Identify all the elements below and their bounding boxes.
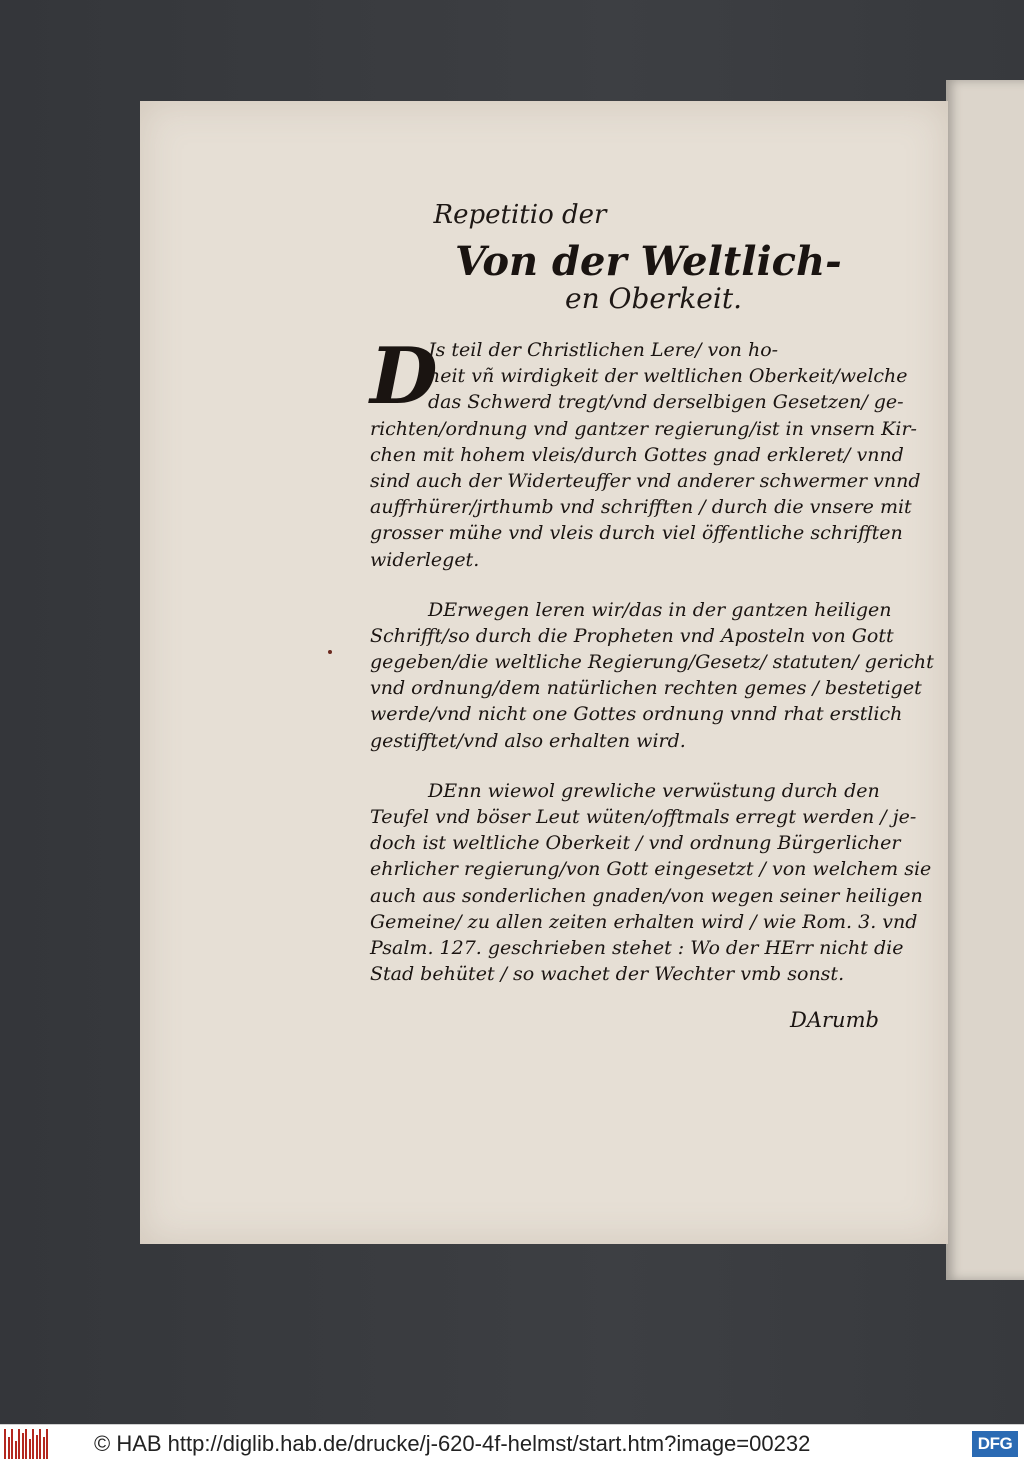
text-line: auch aus sonderlichen gnaden/von wegen seiner heiligen xyxy=(370,884,923,907)
margin-mark xyxy=(328,650,332,654)
text-line: doch ist weltliche Oberkeit / vnd ordnung Bürgerlicher xyxy=(370,832,901,855)
text-line: Gemeine/ zu allen zeiten erhalten wird / wie Rom. 3. vnd xyxy=(370,910,918,933)
page-body xyxy=(370,331,934,987)
title-line-3: en Oberkeit. xyxy=(565,282,742,315)
title-line-2: Von der Weltlich- xyxy=(455,238,842,285)
drop-cap: D xyxy=(370,331,438,422)
text-line: DErwegen leren wir/das in der gantzen heiligen xyxy=(428,598,892,621)
footer-url[interactable]: © HAB http://diglib.hab.de/drucke/j-620-4f-helmst/start.htm?image=00232 xyxy=(94,1431,811,1456)
title-line-1: Repetitio der xyxy=(433,200,607,230)
text-line: Teufel vnd böser Leut wüten/offtmals erregt werden / je- xyxy=(370,806,917,828)
text-line: vnd ordnung/dem natürlichen rechten gemes / bestetiget xyxy=(370,677,922,700)
text-line: das Schwerd tregt/vnd derselbigen Gesetzen/ ge- xyxy=(428,391,904,414)
text-line: richten/ordnung vnd gantzer regierung/ist in vnsern Kir- xyxy=(370,417,917,440)
text-line: auffrhürer/jrthumb vnd schrifften / durch die vnsere mit xyxy=(370,496,912,519)
text-line: grosser mühe vnd vleis durch viel öffentliche schrifften xyxy=(370,522,903,545)
footer-bar xyxy=(0,1424,1024,1462)
text-line: Js teil der Christlichen Lere/ von ho- xyxy=(428,339,779,361)
text-line: heit vñ wirdigkeit der weltlichen Oberkeit/welche xyxy=(428,365,908,388)
text-line: chen mit hohem vleis/durch Gottes gnad erkleret/ vnnd xyxy=(370,443,904,466)
paragraph-1 xyxy=(370,331,921,573)
paragraph-3 xyxy=(370,778,932,988)
hab-barcode-logo-icon xyxy=(4,1429,48,1459)
paragraph-2 xyxy=(370,597,934,754)
text-line: DEnn wiewol grewliche verwüstung durch den xyxy=(428,779,880,802)
text-line: gestifftet/vnd also erhalten wird. xyxy=(370,729,686,752)
text-line: Stad behütet / so wachet der Wechter vmb sonst. xyxy=(370,963,845,986)
text-line: Psalm. 127. geschrieben stehet : Wo der HErr nicht die xyxy=(370,936,904,959)
text-line: Schrifft/so durch die Propheten vnd Aposteln von Gott xyxy=(370,624,894,647)
text-line: ehrlicher regierung/von Gott eingesetzt / von welchem sie xyxy=(370,858,932,881)
text-line: sind auch der Widerteuffer vnd anderer schwermer vnnd xyxy=(370,469,921,492)
catchword: DArumb xyxy=(790,1008,879,1032)
dfg-logo: DFG xyxy=(972,1431,1018,1457)
next-page-edge xyxy=(946,80,1024,1280)
text-line: widerleget. xyxy=(370,548,480,571)
text-line: gegeben/die weltliche Regierung/Gesetz/ statuten/ gericht xyxy=(370,651,934,674)
text-line: werde/vnd nicht one Gottes ordnung vnnd rhat erstlich xyxy=(370,703,903,726)
